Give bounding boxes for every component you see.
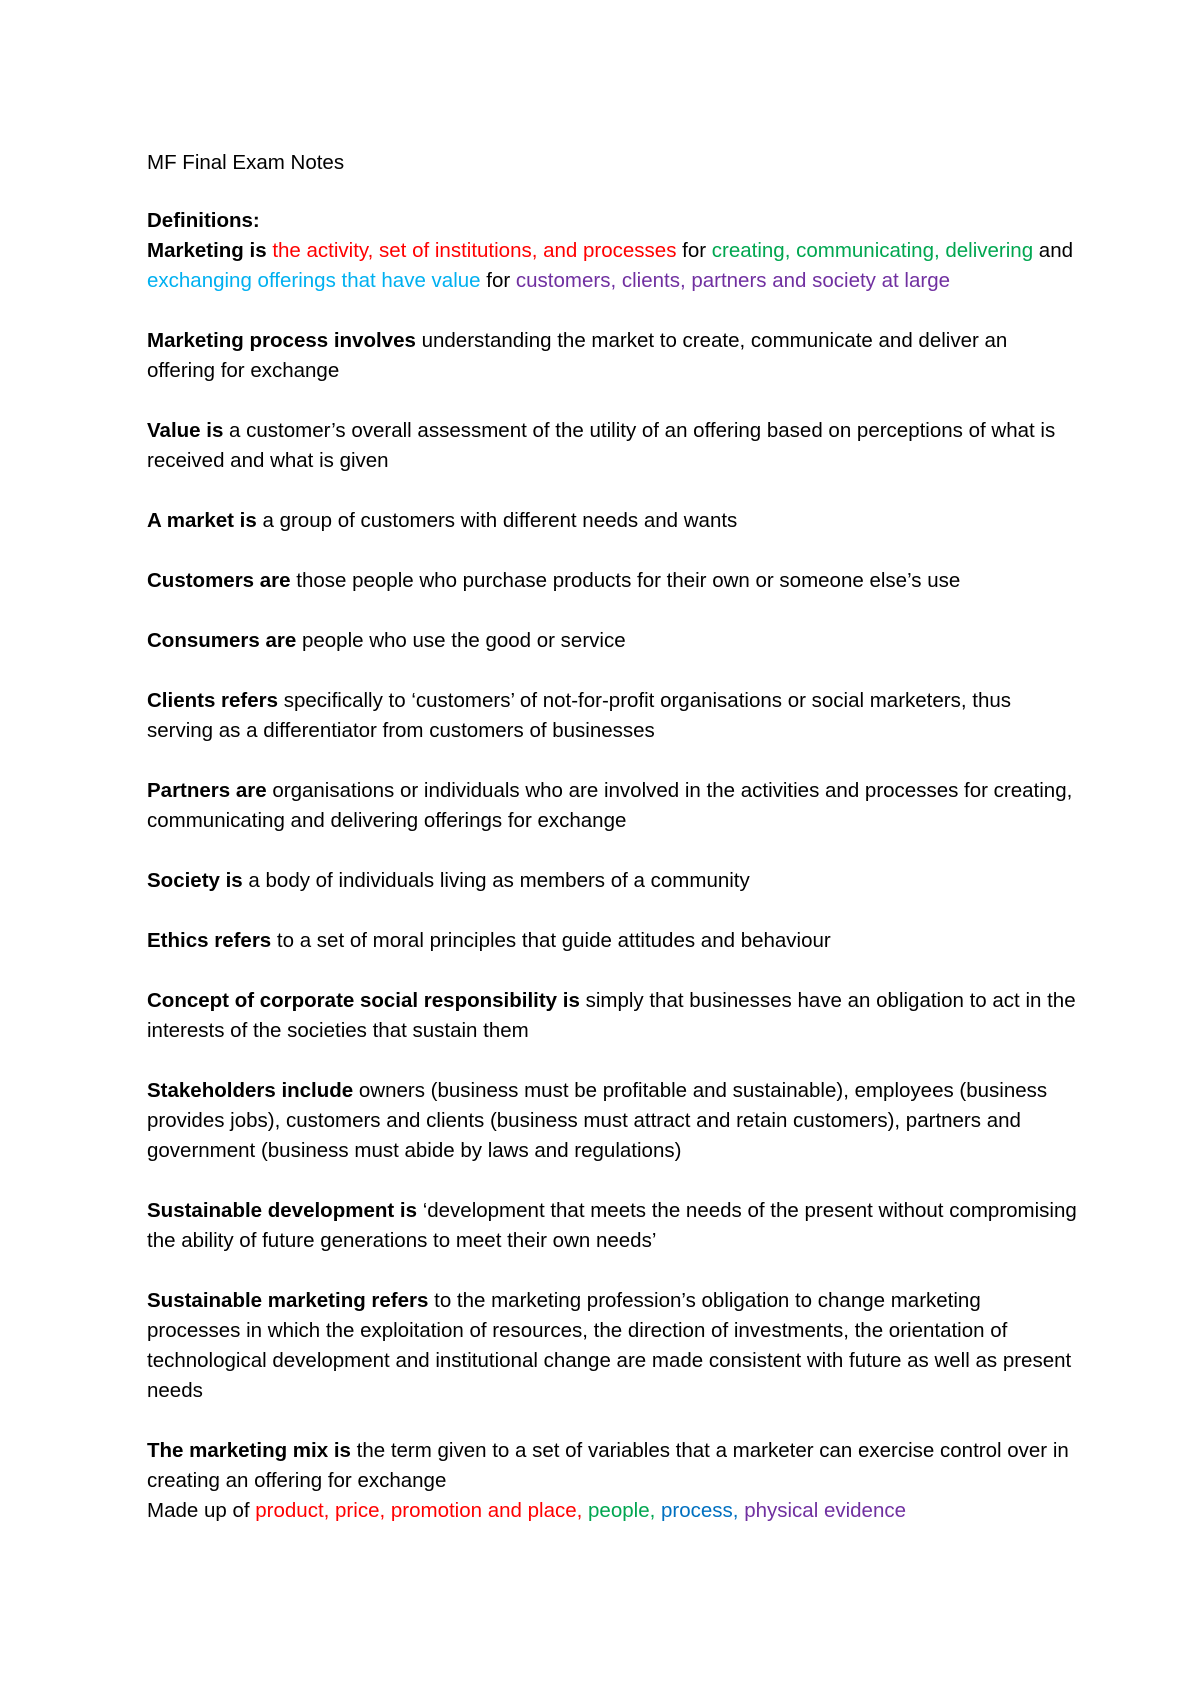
definition-text-purple: customers, clients, partners and society at large <box>515 269 951 292</box>
definition-term: Value is <box>147 419 224 442</box>
definition-text: simply that businesses have an obligation to act in the interests of the societies that sustain them <box>147 989 1076 1042</box>
definition-term: Sustainable development is <box>147 1199 417 1222</box>
definition-text: a group of customers with different needs and wants <box>256 509 738 532</box>
definition-paragraph <box>147 326 1077 386</box>
definition-term: The marketing mix is <box>147 1439 351 1462</box>
definition-term: Concept of corporate social responsibility is <box>147 989 580 1012</box>
definition-text: organisations or individuals who are involved in the activities and processes for creating, communicating and delivering offerings for exchange <box>147 779 1073 832</box>
definition-text: a body of individuals living as members of a community <box>242 869 750 892</box>
definition-paragraph <box>147 776 1077 836</box>
marketing-mix-purple-part: physical evidence <box>744 1499 907 1522</box>
definition-text-red: the activity, set of institutions, and processes <box>266 239 677 262</box>
definition-text: owners (business must be profitable and sustainable), employees (business provides jobs), customers and clients (business must attract and retain customers), partners and government (business must abide by laws and regulations) <box>147 1079 1048 1162</box>
definition-term: Ethics refers <box>147 929 272 952</box>
marketing-mix-prefix: Made up of <box>147 1499 256 1522</box>
definition-term: Sustainable marketing refers <box>147 1289 429 1312</box>
definition-paragraph <box>147 986 1077 1046</box>
definition-paragraph <box>147 416 1077 476</box>
definition-term: Society is <box>147 869 243 892</box>
definition-text: the term given to a set of variables that a marketer can exercise control over in creating an offering for exchange <box>147 1439 1069 1492</box>
document-page <box>147 148 1077 1526</box>
definition-paragraph <box>147 506 1077 536</box>
marketing-mix-line <box>147 1496 1077 1526</box>
document-title: MF Final Exam Notes <box>147 151 345 174</box>
definition-paragraph <box>147 1286 1077 1406</box>
definition-paragraph <box>147 1436 1077 1496</box>
definition-term: Partners are <box>147 779 267 802</box>
definition-text: those people who purchase products for their own or someone else’s use <box>290 569 961 592</box>
marketing-mix-green-part: people, <box>588 1499 656 1522</box>
definition-paragraph <box>147 626 1077 656</box>
definition-term: A market is <box>147 509 257 532</box>
definition-text: people who use the good or service <box>296 629 626 652</box>
definitions-heading: Definitions: <box>147 209 260 232</box>
definition-paragraph <box>147 566 1077 596</box>
definition-paragraph <box>147 866 1077 896</box>
definition-text: to the marketing profession’s obligation to change marketing processes in which the exploitation of resources, the direction of investments, the orientation of technological development and institutional change are made consistent with future as well as present needs <box>147 1289 1072 1402</box>
definition-term: Clients refers <box>147 689 279 712</box>
definition-text: ‘development that meets the needs of the present without compromising the ability of future generations to meet their own needs’ <box>147 1199 1077 1252</box>
definition-text: and <box>1033 239 1074 262</box>
definition-paragraph <box>147 686 1077 746</box>
marketing-mix-red-part: product, price, promotion and place, <box>255 1499 583 1522</box>
definition-term: Customers are <box>147 569 291 592</box>
definition-term: Consumers are <box>147 629 297 652</box>
definition-text-green: creating, communicating, delivering <box>711 239 1034 262</box>
marketing-definition <box>147 236 1077 296</box>
definition-text: a customer’s overall assessment of the utility of an offering based on perceptions of what is received and what is given <box>147 419 1056 472</box>
definition-text: for <box>480 269 516 292</box>
definition-text: to a set of moral principles that guide attitudes and behaviour <box>271 929 831 952</box>
definition-paragraph <box>147 926 1077 956</box>
definition-text-cyan: exchanging offerings that have value <box>147 269 481 292</box>
definition-term: Marketing is <box>147 239 267 262</box>
definition-paragraph <box>147 1076 1077 1166</box>
definition-paragraph <box>147 1196 1077 1256</box>
definition-text: specifically to ‘customers’ of not-for-profit organisations or social marketers, thus serving as a differentiator from customers of businesses <box>147 689 1011 742</box>
definition-text: understanding the market to create, communicate and deliver an offering for exchange <box>147 329 1008 382</box>
marketing-mix-blue-part: process, <box>661 1499 739 1522</box>
definition-term: Marketing process involves <box>147 329 416 352</box>
definition-term: Stakeholders include <box>147 1079 354 1102</box>
definition-text: for <box>676 239 712 262</box>
